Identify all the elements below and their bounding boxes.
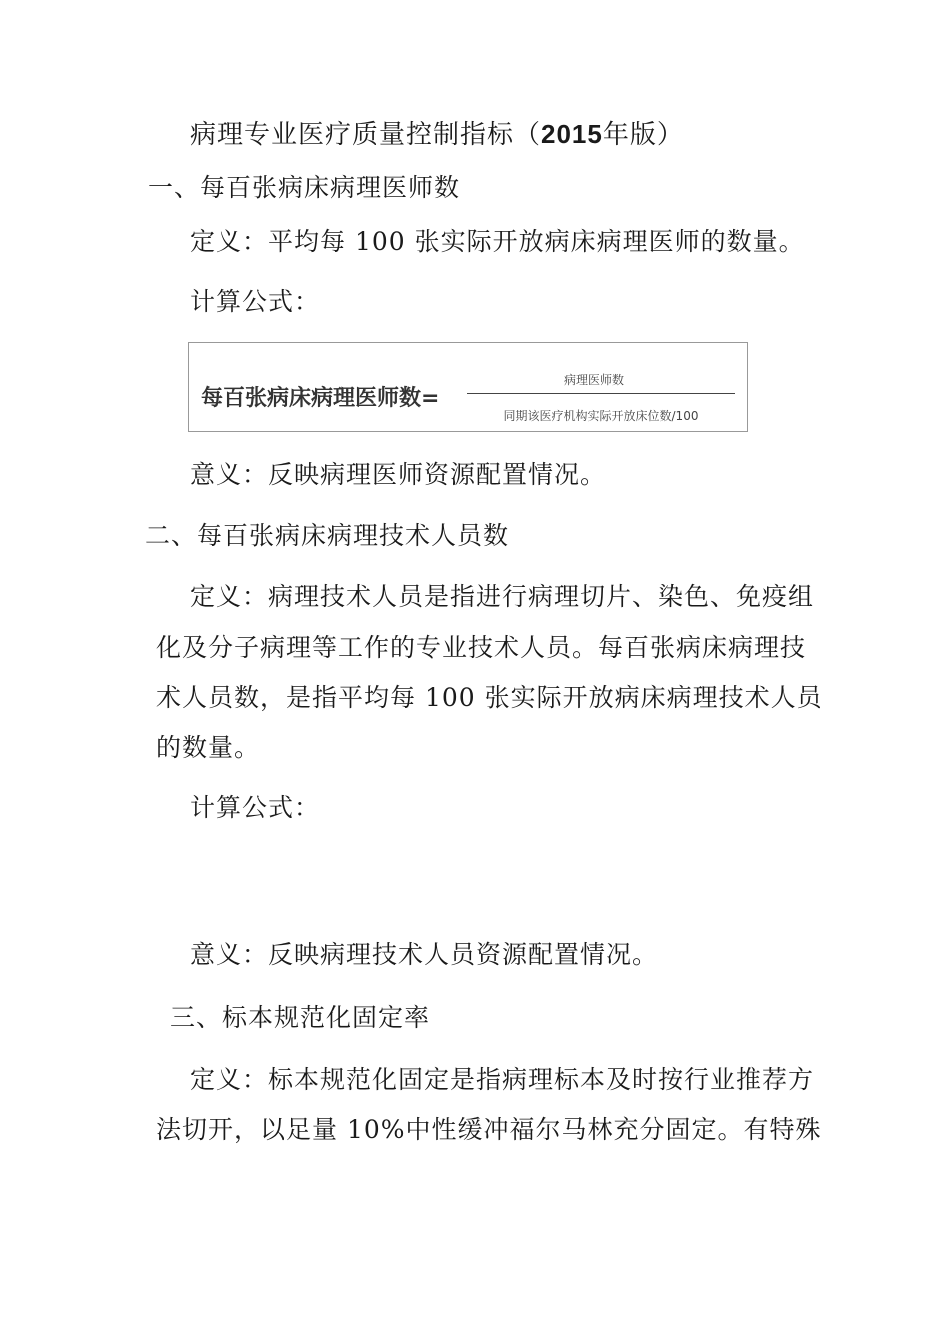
section-2-formula-label: 计算公式： [190, 793, 321, 822]
section-1-heading: 一、每百张病床病理医师数 [148, 173, 461, 202]
section-3-definition-line-2: 法切开，以足量 10%中性缓冲福尔马林充分固定。有特殊 [156, 1115, 822, 1144]
fraction-bar [467, 393, 735, 394]
section-3-heading: 三、标本规范化固定率 [170, 1003, 431, 1032]
formula-image [188, 342, 748, 432]
title-suffix: 年版） [602, 120, 684, 150]
title-year: 2015 [541, 119, 603, 149]
section-3-definition-line-1: 定义：标本规范化固定是指病理标本及时按行业推荐方 [190, 1065, 815, 1094]
title-prefix: 病理专业医疗质量控制指标（ [190, 120, 542, 150]
section-1-formula-label: 计算公式： [190, 287, 321, 316]
section-2-definition-line-1: 定义：病理技术人员是指进行病理切片、染色、免疫组 [190, 582, 815, 611]
formula-denominator: 同期该医疗机构实际开放床位数/100 [503, 409, 699, 423]
document-title [190, 114, 684, 151]
section-2-meaning: 意义：反映病理技术人员资源配置情况。 [190, 940, 659, 969]
formula-lhs: 每百张病床病理医师数= [201, 386, 440, 411]
formula-numerator: 病理医师数 [563, 373, 624, 387]
section-2-definition-line-3: 术人员数，是指平均每 100 张实际开放病床病理技术人员 [156, 683, 823, 712]
section-1-meaning: 意义：反映病理医师资源配置情况。 [190, 460, 607, 489]
section-2-definition-line-2: 化及分子病理等工作的专业技术人员。每百张病床病理技 [156, 633, 807, 662]
section-2-definition-line-4: 的数量。 [156, 733, 261, 762]
section-2-heading: 二、每百张病床病理技术人员数 [145, 521, 510, 550]
section-1-definition: 定义：平均每 100 张实际开放病床病理医师的数量。 [190, 227, 805, 256]
